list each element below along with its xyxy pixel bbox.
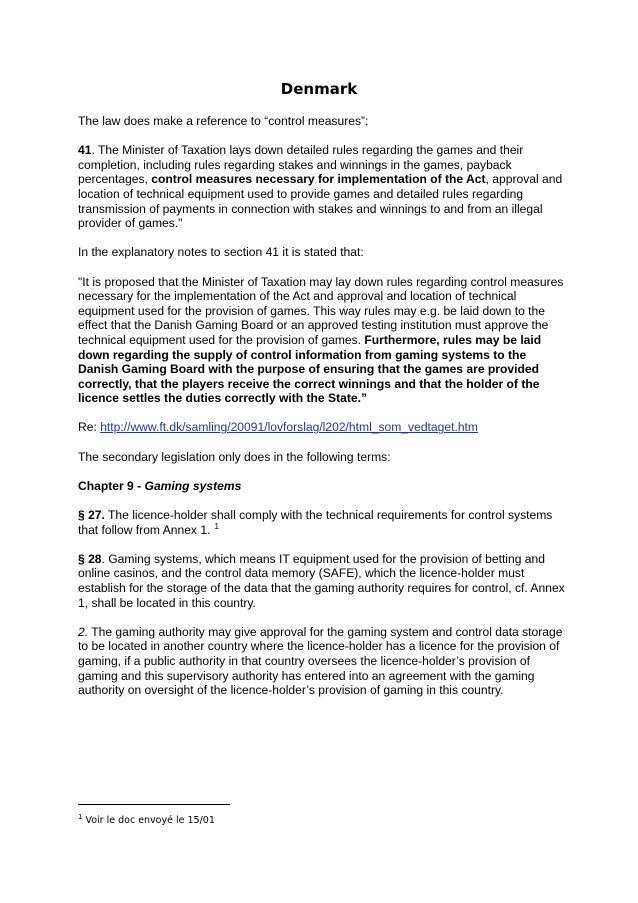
footnote-text: Voir le doc envoyé le 15/01 [85,815,215,826]
chapter-name: Gaming systems [144,478,242,493]
secondary-legislation-intro: The secondary legislation only does in the following terms: [78,449,391,464]
reference-paragraph [78,420,568,435]
explanatory-quote [78,275,568,406]
section-27-number: § 27. [78,508,105,523]
footnote-divider [78,804,230,805]
section-41-paragraph [78,143,568,231]
section-41-text-1: . The Minister of Taxation lays down detailed rules regarding the games and their completion, including rules regarding stakes and winnings in the games, payback percentages, [78,143,524,187]
reference-link[interactable]: http://www.ft.dk/samling/20091/lovforslag/l202/html_som_vedtaget.htm [100,420,478,435]
section-28-text: . Gaming systems, which means IT equipment used for the provision of betting and online casinos, and the control data memory (SAFE), which the licence-holder must establish for the storage of the data that the gaming authority requires for control, cf. Annex 1, shall be located in this country. [78,551,565,610]
quote-bold: Furthermore, rules may be laid down regarding the supply of control information from gaming systems to the Danish Gaming Board with the purpose of ensuring that the games are provided correctly, that the players receive the correct winnings and that the holder of the licence settles the duties correctly with the State.” [78,332,542,406]
subsection-number: 2. [78,624,89,639]
quote-text: "It is proposed that the Minister of Taxation may lay down rules regarding control measures necessary for the implementation of the Act and approval and location of technical equipment used for the provision of games. This way rules may e.g. be laid down to the effect that the Danish Gaming Board or an approved testing institution must approve the technical equipment used for the provision of games. [78,274,564,347]
section-41-number: 41 [78,143,92,158]
footnote-number: 1 [78,812,83,821]
footnote-reference[interactable]: 1 [214,521,219,531]
chapter-heading [78,479,568,494]
reference-label: Re: [78,420,101,435]
section-27-text: The licence-holder shall comply with the technical requirements for control systems that follow from Annex 1. [78,508,553,537]
section-28-number: § 28 [78,551,102,566]
chapter-label: Chapter 9 - [78,478,145,493]
page-title: Denmark [280,80,358,98]
subsection-text: The gaming authority may give approval for the gaming system and control data storage to be located in another country where the licence-holder has a licence for the provision of gaming, if a public authority in that country oversees the licence-holder’s provision of gaming and this supervisory authority has entered into an agreement with the gaming authority on oversight of the licence-holder’s provision of gaming in this country. [78,624,563,698]
section-41-text-2: , approval and location of technical equipment used to provide games and detailed rules regarding transmission of payments in connection with stakes and winnings to and from an illegal provider of games." [78,172,563,231]
explanatory-intro: In the explanatory notes to section 41 it is stated that: [78,245,364,260]
document-body [78,114,568,712]
section-41-bold: control measures necessary for implementation of the Act [151,172,486,187]
footnote [78,812,215,826]
section-28-subsection-2 [78,625,568,698]
section-27-paragraph [78,508,568,537]
intro-paragraph: The law does make a reference to “control measures”: [78,114,369,128]
section-28-paragraph [78,552,568,610]
